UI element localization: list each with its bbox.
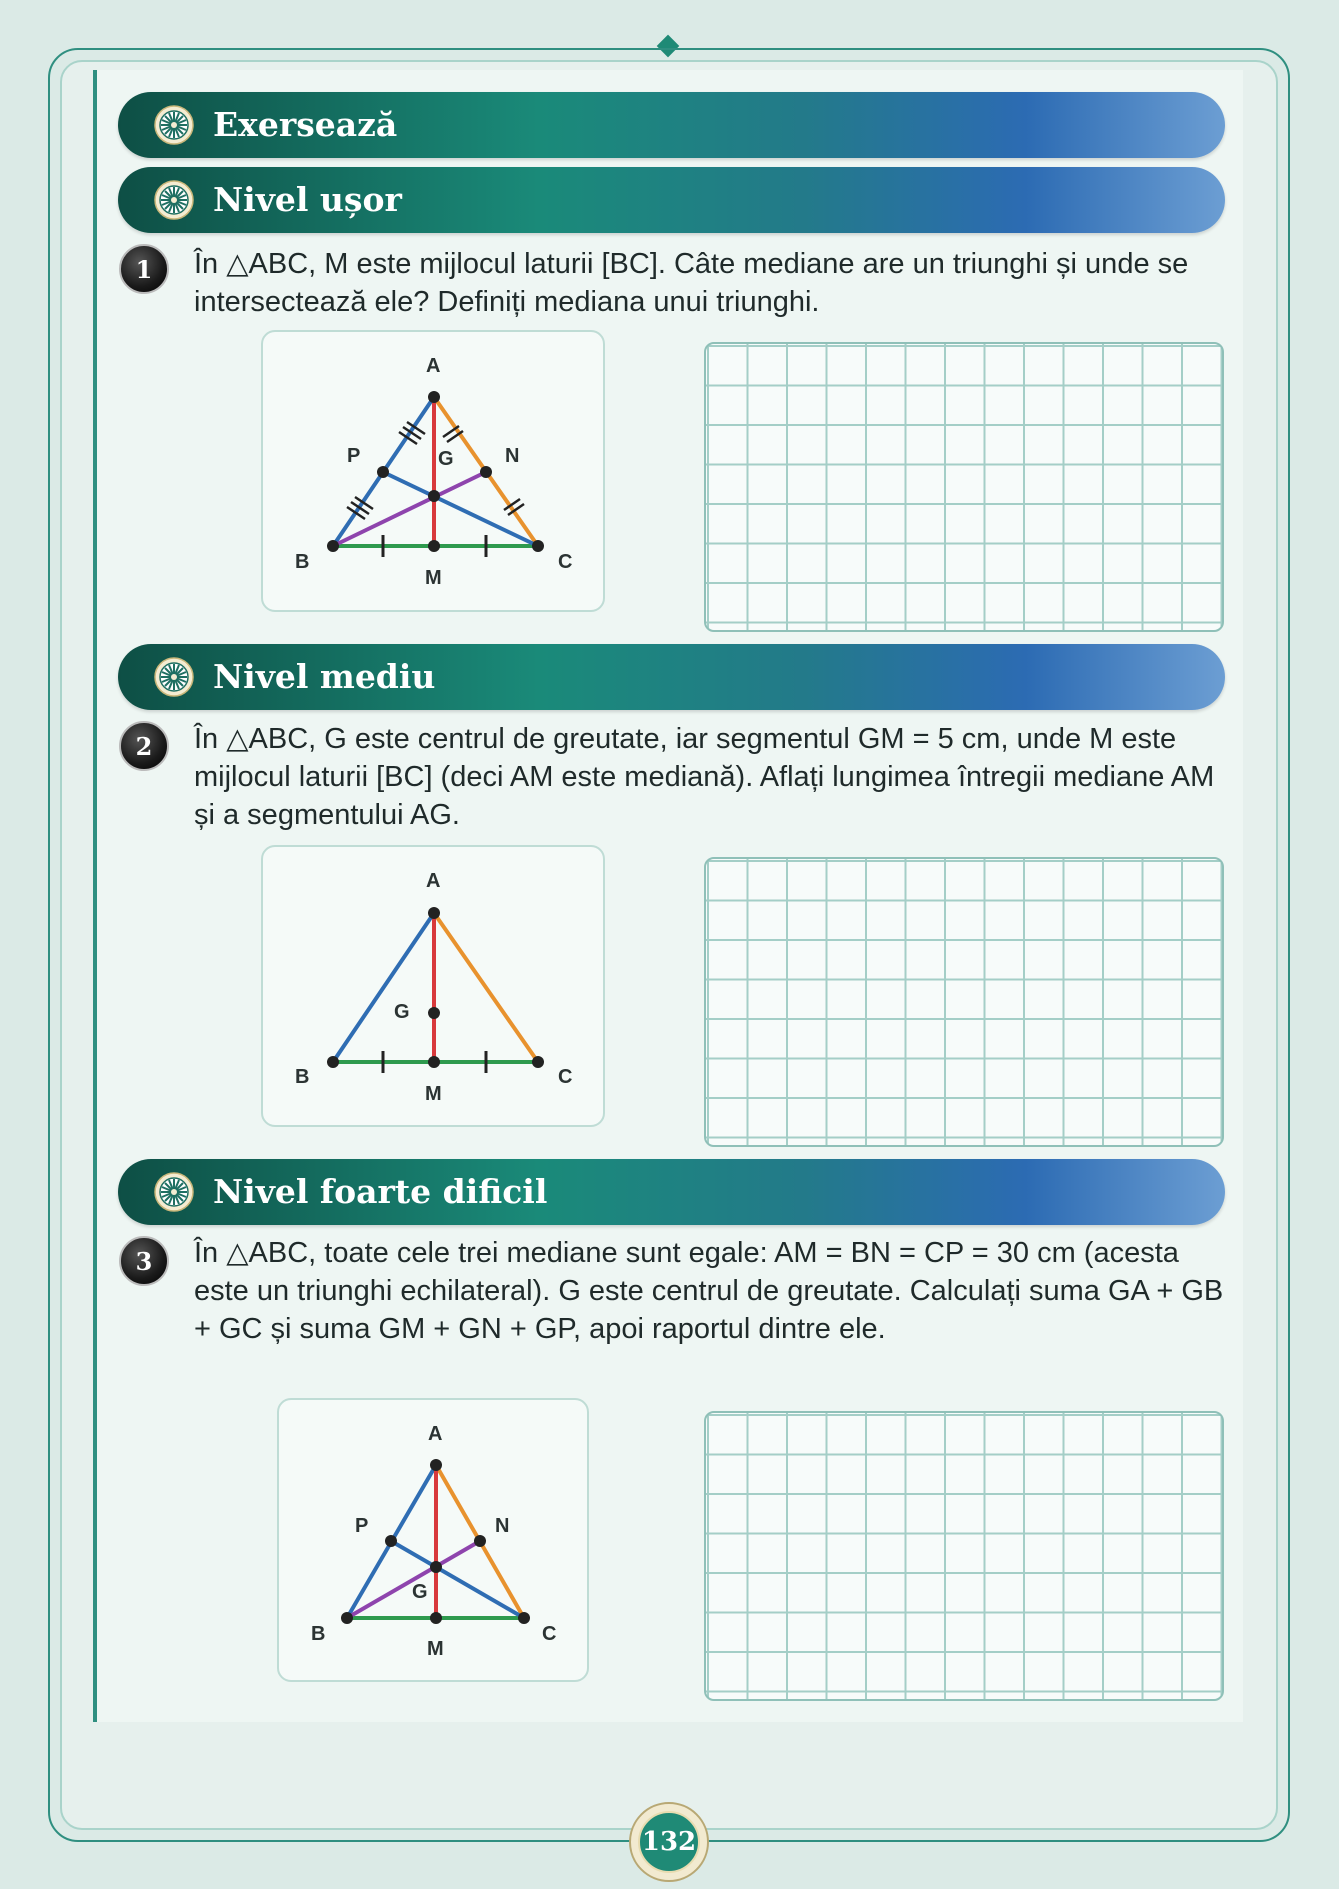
vertex-label-a: A bbox=[426, 355, 441, 377]
exercise-text-2: În △ABC, G este centrul de greutate, iar segmentul GM = 5 cm, unde M este mijlocul laturii [BC] (deci AM este mediană). Aflați lungimea întregii mediane AM și a segmentului AG. bbox=[194, 723, 1215, 831]
figure-box-1 bbox=[261, 330, 605, 612]
answer-grid-1[interactable] bbox=[704, 342, 1224, 632]
section-banner-easy bbox=[118, 167, 1225, 233]
vertex-label-c: C bbox=[558, 1066, 573, 1088]
section-title-practice: Exersează bbox=[213, 105, 398, 144]
exercise-text-3: În △ABC, toate cele trei mediane sunt egale: AM = BN = CP = 30 cm (acesta este un triunghi echilateral). G este centrul de greutate. Calculați suma GA + GB + GC și suma GM + GN + GP, apoi raportul dintre ele. bbox=[194, 1237, 1224, 1345]
section-banner-practice bbox=[118, 92, 1225, 158]
vertex-label-g: G bbox=[438, 448, 454, 470]
vertex-label-m: M bbox=[425, 1083, 442, 1105]
figure-box-3 bbox=[277, 1398, 589, 1682]
section-banner-medium bbox=[118, 644, 1225, 710]
exercise-number-1: 1 bbox=[119, 244, 169, 294]
compass-emblem-icon bbox=[154, 105, 194, 145]
vertex-label-n: N bbox=[505, 445, 520, 467]
vertex-label-m: M bbox=[425, 567, 442, 589]
vertex-label-c: C bbox=[542, 1623, 557, 1645]
vertex-label-m: M bbox=[427, 1638, 444, 1660]
vertex-label-a: A bbox=[426, 870, 441, 892]
compass-emblem-icon bbox=[154, 657, 194, 697]
exercise-number-3: 3 bbox=[119, 1236, 169, 1286]
page-number: 132 bbox=[638, 1811, 700, 1873]
vertex-label-b: B bbox=[311, 1623, 326, 1645]
compass-emblem-icon bbox=[154, 1172, 194, 1212]
section-title-medium: Nivel mediu bbox=[213, 657, 436, 696]
answer-grid-2[interactable] bbox=[704, 857, 1224, 1147]
triangle-figure-1 bbox=[263, 332, 607, 614]
exercise-number-2: 2 bbox=[119, 721, 169, 771]
exercise-text-1: În △ABC, M este mijlocul laturii [BC]. Câte mediane are un triunghi și unde se intersectează ele? Definiți mediana unui triunghi. bbox=[194, 248, 1189, 318]
vertex-label-p: P bbox=[355, 1515, 369, 1537]
vertex-label-a: A bbox=[428, 1423, 443, 1445]
section-title-hard: Nivel foarte dificil bbox=[213, 1172, 548, 1211]
vertex-label-g: G bbox=[394, 1001, 410, 1023]
compass-emblem-icon bbox=[154, 180, 194, 220]
vertex-label-c: C bbox=[558, 551, 573, 573]
page-number-badge bbox=[629, 1802, 709, 1882]
vertex-label-p: P bbox=[347, 445, 361, 467]
answer-grid-3[interactable] bbox=[704, 1411, 1224, 1701]
vertex-label-n: N bbox=[495, 1515, 510, 1537]
vertex-label-b: B bbox=[295, 1066, 310, 1088]
figure-box-2 bbox=[261, 845, 605, 1127]
section-banner-hard bbox=[118, 1159, 1225, 1225]
vertex-label-b: B bbox=[295, 551, 310, 573]
triangle-figure-3 bbox=[279, 1400, 591, 1684]
triangle-figure-2 bbox=[263, 847, 607, 1129]
section-title-easy: Nivel ușor bbox=[213, 180, 402, 219]
vertex-label-g: G bbox=[412, 1581, 428, 1603]
